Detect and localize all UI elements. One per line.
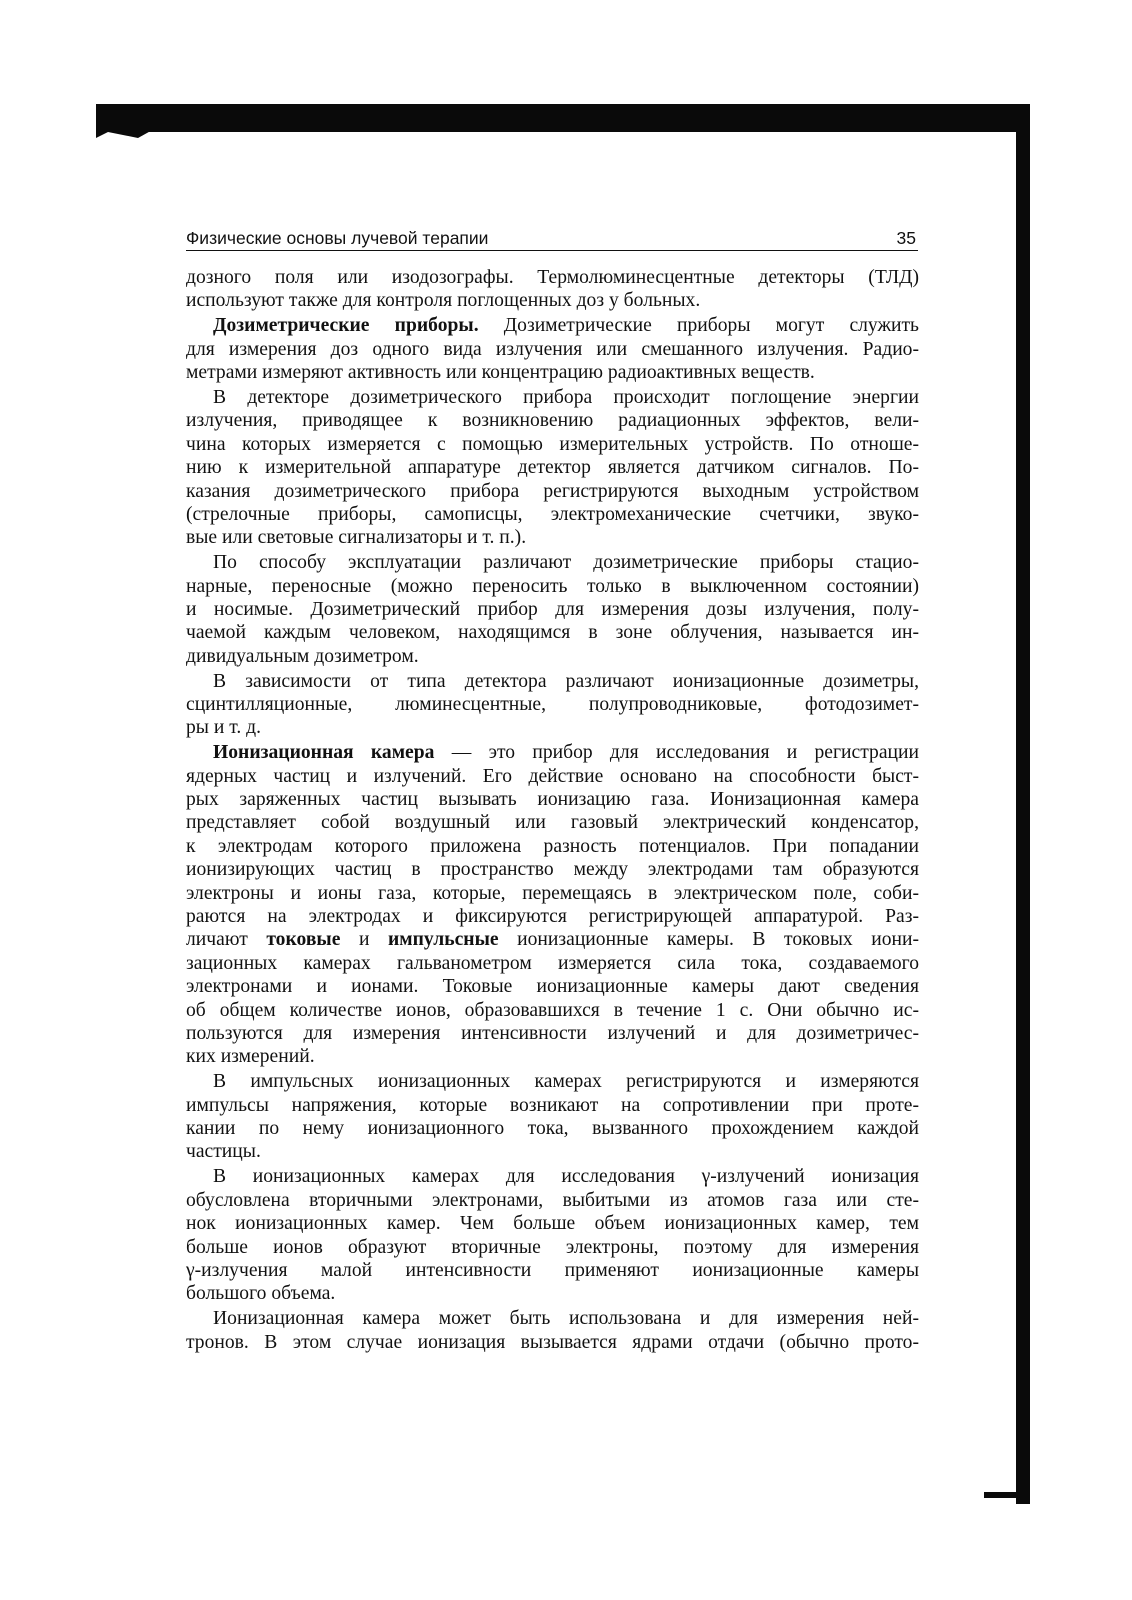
- scan-top-edge: [96, 104, 1030, 132]
- text-line: В ионизационных камерах для исследования γ-излучений ионизация: [213, 1166, 919, 1188]
- text-line: используют также для контроля поглощенных доз у больных.: [186, 290, 701, 312]
- text-line: для измерения доз одного вида излучения или смешанного излучения. Радио-: [186, 338, 919, 360]
- text-line: метрами измеряют активность или концентрацию радиоактивных веществ.: [186, 362, 815, 384]
- bold-term: импульсные: [388, 929, 499, 951]
- text-line: чина которых измеряется с помощью измерительных устройств. По отноше-: [186, 433, 919, 455]
- running-title: Физические основы лучевой терапии: [186, 228, 489, 248]
- text-line: импульсы напряжения, которые возникают на сопротивлении при проте-: [186, 1094, 919, 1116]
- text-line: нок ионизационных камер. Чем больше объем ионизационных камер, тем: [186, 1213, 919, 1235]
- bold-term: Дозиметрические приборы.: [213, 315, 479, 337]
- text-line: По способу эксплуатации различают дозиметрические приборы стацио-: [213, 552, 919, 574]
- page-number: 35: [896, 228, 916, 248]
- text-line: представляет собой воздушный или газовый электрический конденсатор,: [186, 812, 919, 834]
- running-head: [186, 228, 918, 251]
- text-line: (стрелочные приборы, самописцы, электромеханические счетчики, звуко-: [186, 503, 919, 525]
- paragraph: [186, 1070, 919, 1164]
- bold-term: Ионизационная камера: [213, 742, 435, 764]
- text-line: большого объема.: [186, 1283, 336, 1305]
- scan-right-edge: [1016, 104, 1030, 1504]
- body-text: [186, 266, 919, 1354]
- text-line: дивидуальным дозиметром.: [186, 645, 419, 667]
- text-line: Ионизационная камера может быть использована и для измерения ней-: [213, 1308, 919, 1330]
- text-line: зационных камерах гальванометром измеряется сила тока, создаваемого: [186, 952, 919, 974]
- text-line: частицы.: [186, 1141, 261, 1163]
- paragraph: [186, 670, 919, 740]
- paragraph: [186, 386, 919, 550]
- text-line: нарные, переносные (можно переносить только в выключенном состоянии): [186, 575, 919, 597]
- scan-top-notch: [96, 128, 156, 138]
- text-line: больше ионов образуют вторичные электроны, поэтому для измерения: [186, 1236, 919, 1258]
- text-line: раются на электродах и фиксируются регистрирующей аппаратурой. Раз-: [186, 906, 919, 928]
- text-line: пользуются для измерения интенсивности излучений и для дозиметричес-: [186, 1023, 919, 1044]
- text-line: ионизирующих частиц в пространство между электродами там образуются: [186, 859, 919, 881]
- text-line: В импульсных ионизационных камерах регистрируются и измеряются: [213, 1071, 919, 1093]
- paragraph: [186, 741, 919, 1068]
- text-line: обусловлена вторичными электронами, выбитыми из атомов газа или сте-: [186, 1189, 919, 1211]
- text-line: об общем количестве ионов, образовавшихся в течение 1 с. Они обычно ис-: [186, 999, 919, 1021]
- paragraph: [186, 314, 919, 384]
- paragraph: [186, 1165, 919, 1305]
- paragraph: [186, 1307, 919, 1354]
- text-line: личают токовые и импульсные ионизационные камеры. В токовых иони-: [186, 929, 919, 951]
- text-line: излучения, приводящее к возникновению радиационных эффектов, вели-: [186, 410, 919, 432]
- text-line: вые или световые сигнализаторы и т. п.).: [186, 527, 527, 549]
- text-line: ядерных частиц и излучений. Его действие основано на способности быст-: [186, 765, 919, 787]
- text-line: и носимые. Дозиметрический прибор для измерения дозы излучения, полу-: [186, 598, 919, 620]
- text-line: чаемой каждым человеком, находящимся в зоне облучения, называется ин-: [186, 622, 919, 644]
- text-line: В зависимости от типа детектора различают ионизационные дозиметры,: [213, 670, 919, 692]
- text-line: Дозиметрические приборы. Дозиметрические приборы могут служить: [213, 315, 919, 337]
- text-line: ры и т. д.: [186, 717, 261, 739]
- text-line: к электродам которого приложена разность потенциалов. При попадании: [186, 835, 919, 857]
- text-line: нию к измерительной аппаратуре детектор является датчиком сигналов. По-: [186, 457, 919, 479]
- text-line: сцинтилляционные, люминесцентные, полупроводниковые, фотодозимет-: [186, 694, 919, 716]
- text-line: ких измерений.: [186, 1046, 315, 1068]
- text-line: γ-излучения малой интенсивности применяют ионизационные камеры: [186, 1259, 919, 1281]
- scan-right-edge-foot: [984, 1492, 1030, 1498]
- text-line: электронами и ионами. Токовые ионизационные камеры дают сведения: [186, 976, 919, 998]
- text-line: тронов. В этом случае ионизация вызывается ядрами отдачи (обычно прото-: [186, 1331, 919, 1353]
- paragraph: [186, 551, 919, 668]
- text-line: Ионизационная камера — это прибор для исследования и регистрации: [213, 742, 919, 764]
- text-line: электроны и ионы газа, которые, перемещаясь в электрическом поле, соби-: [186, 882, 919, 904]
- text-line: казания дозиметрического прибора регистрируются выходным устройством: [186, 480, 919, 502]
- bold-term: токовые: [266, 929, 341, 951]
- paragraph: [186, 266, 919, 313]
- text-line: В детекторе дозиметрического прибора происходит поглощение энергии: [213, 386, 919, 408]
- text-line: дозного поля или изодозографы. Термолюминесцентные детекторы (ТЛД): [186, 267, 919, 288]
- text-line: кании по нему ионизационного тока, вызванного прохождением каждой: [186, 1118, 919, 1140]
- text-line: рых заряженных частиц вызывать ионизацию газа. Ионизационная камера: [186, 789, 919, 811]
